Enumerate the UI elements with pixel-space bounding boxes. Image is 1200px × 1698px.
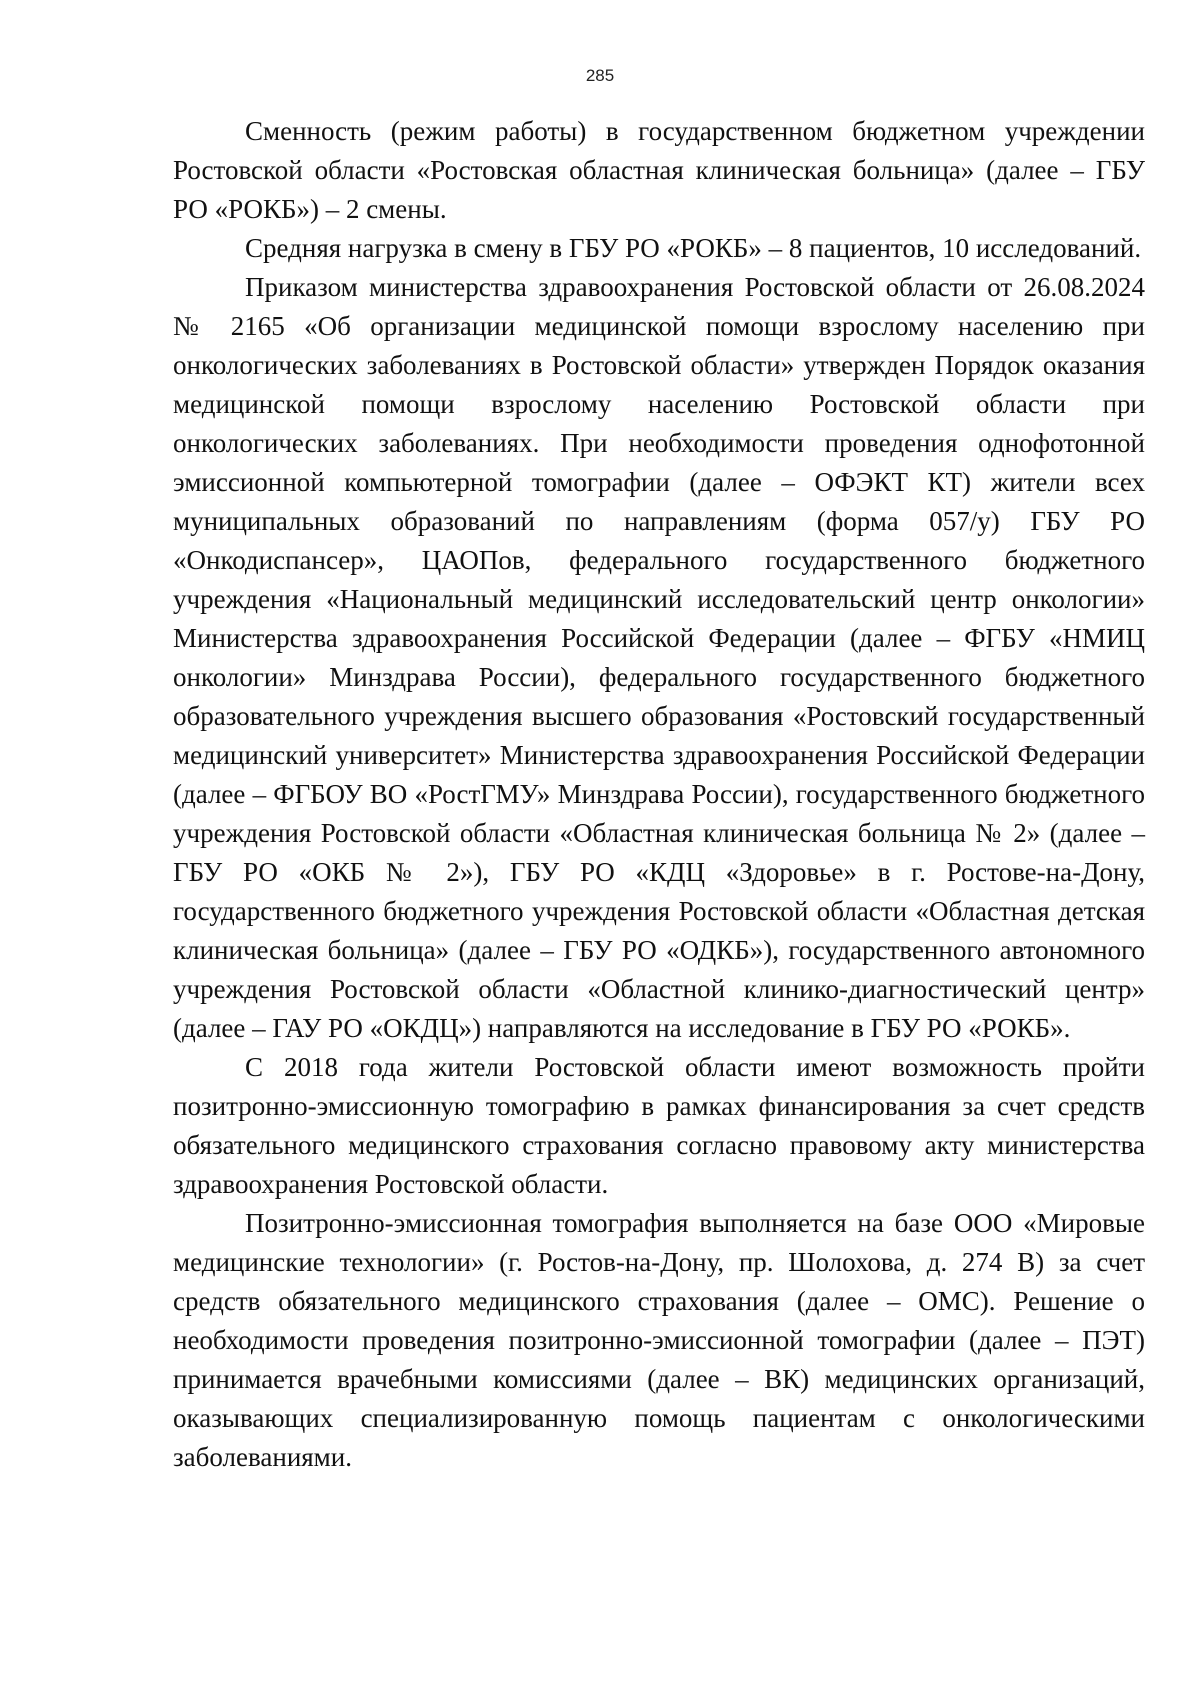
paragraph-shift-mode: Сменность (режим работы) в государственном бюджетном учреждении Ростовской области «Ростовская областная клиническая больница» (далее – ГБУ РО «РОКБ») – 2 смены. [173, 116, 1145, 224]
paragraph-pet-provider: Позитронно-эмиссионная томография выполняется на базе ООО «Мировые медицинские технологии» (г. Ростов-на-Дону, пр. Шолохова, д. 274 В) за счет средств обязательного медицинского страхования (далее – ОМС). Решение о необходимости проведения позитронно-эмиссионной томографии (далее – ПЭТ) принимается врачебными комиссиями (далее – ВК) медицинских организаций, оказывающих специализированную помощь пациентам с онкологическими заболеваниями. [173, 1208, 1145, 1472]
document-body [173, 112, 1145, 1477]
paragraph-pet-since-2018: С 2018 года жители Ростовской области имеют возможность пройти позитронно-эмиссионную томографию в рамках финансирования за счет средств обязательного медицинского страхования согласно правовому акту министерства здравоохранения Ростовской области. [173, 1052, 1145, 1199]
paragraph-ministry-order: Приказом министерства здравоохранения Ростовской области от 26.08.2024 № 2165 «Об организации медицинской помощи взрослому населению при онкологических заболеваниях в Ростовской области» утвержден Порядок оказания медицинской помощи взрослому населению Ростовской области при онкологических заболеваниях. При необходимости проведения однофотонной эмиссионной компьютерной томографии (далее – ОФЭКТ КТ) жители всех муниципальных образований по направлениям (форма 057/у) ГБУ РО «Онкодиспансер», ЦАОПов, федерального государственного бюджетного учреждения «Национальный медицинский исследовательский центр онкологии» Министерства здравоохранения Российской Федерации (далее – ФГБУ «НМИЦ онкологии» Минздрава России), федерального государственного бюджетного образовательного учреждения высшего образования «Ростовский государственный медицинский университет» Министерства здравоохранения Российской Федерации (далее – ФГБОУ ВО «РостГМУ» Минздрава России), государственного бюджетного учреждения Ростовской области «Областная клиническая больница № 2» (далее – ГБУ РО «ОКБ № 2»), ГБУ РО «КДЦ «Здоровье» в г. Ростове-на-Дону, государственного бюджетного учреждения Ростовской области «Областная детская клиническая больница» (далее – ГБУ РО «ОДКБ»), государственного автономного учреждения Ростовской области «Областной клинико-диагностический центр» (далее – ГАУ РО «ОКДЦ») направляются на исследование в ГБУ РО «РОКБ». [173, 272, 1145, 1043]
paragraph-average-load: Средняя нагрузка в смену в ГБУ РО «РОКБ» – 8 пациентов, 10 исследований. [245, 233, 1142, 263]
page-number: 285 [585, 66, 615, 85]
